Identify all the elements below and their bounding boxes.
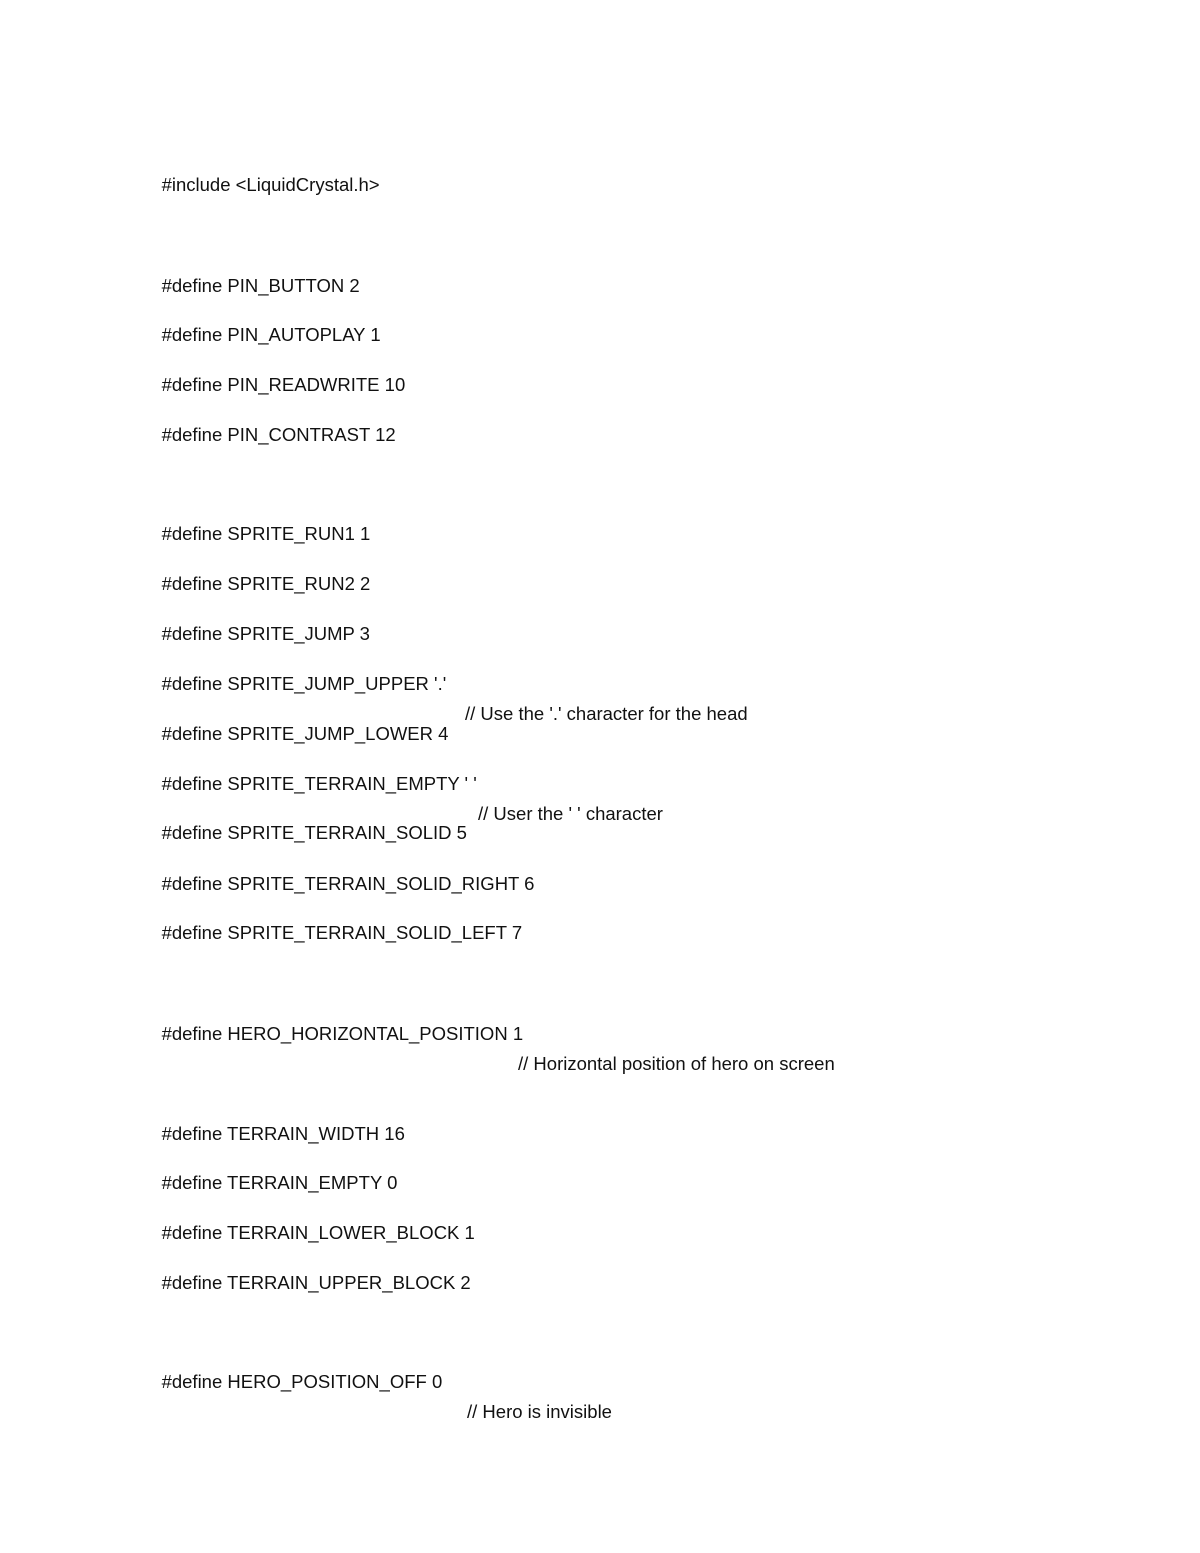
code-line (141, 1337, 612, 1422)
code-text: #define SPRITE_RUN2 2 (161, 573, 371, 594)
code-text: #define SPRITE_JUMP_UPPER '.' (161, 673, 447, 694)
code-line (141, 241, 360, 296)
code-line (141, 390, 396, 445)
code-text: #define TERRAIN_WIDTH 16 (161, 1123, 405, 1144)
code-text: #define SPRITE_TERRAIN_SOLID_LEFT 7 (161, 922, 523, 943)
code-comment: // Hero is invisible (467, 1401, 612, 1422)
code-line (141, 1089, 405, 1144)
code-text: #define PIN_READWRITE 10 (161, 374, 406, 395)
code-text: #define HERO_POSITION_OFF 0 (161, 1371, 443, 1392)
code-text: #define SPRITE_JUMP_LOWER 4 (161, 723, 449, 744)
code-line (141, 589, 370, 644)
code-comment: // User the ' ' character (478, 803, 663, 824)
code-text: #define SPRITE_JUMP 3 (161, 623, 370, 644)
code-text: #define TERRAIN_UPPER_BLOCK 2 (161, 1272, 471, 1293)
code-line (141, 539, 371, 594)
code-line (141, 489, 371, 544)
code-line (141, 739, 663, 824)
code-line (141, 140, 380, 195)
code-comment: // Use the '.' character for the head (465, 703, 748, 724)
code-text: #define TERRAIN_LOWER_BLOCK 1 (161, 1222, 475, 1243)
code-line (141, 689, 449, 744)
code-text: #include <LiquidCrystal.h> (161, 174, 380, 195)
code-text: #define PIN_CONTRAST 12 (161, 424, 396, 445)
code-comment: // Horizontal position of hero on screen (518, 1053, 835, 1074)
code-line (141, 788, 467, 843)
code-text: #define SPRITE_TERRAIN_SOLID_RIGHT 6 (161, 873, 535, 894)
code-text: #define PIN_AUTOPLAY 1 (161, 324, 381, 345)
code-text: #define TERRAIN_EMPTY 0 (161, 1172, 398, 1193)
code-text: #define SPRITE_RUN1 1 (161, 523, 371, 544)
code-text: #define SPRITE_TERRAIN_EMPTY ' ' (161, 773, 477, 794)
code-text: #define PIN_BUTTON 2 (161, 275, 360, 296)
code-line (141, 1188, 475, 1243)
code-line (141, 1138, 398, 1193)
code-line (141, 290, 381, 345)
code-line (141, 839, 535, 894)
code-line (141, 340, 406, 395)
code-line (141, 639, 748, 724)
code-line (141, 888, 523, 943)
code-text: #define SPRITE_TERRAIN_SOLID 5 (161, 822, 467, 843)
code-text: #define HERO_HORIZONTAL_POSITION 1 (161, 1023, 524, 1044)
code-line (141, 989, 835, 1074)
code-line (141, 1238, 471, 1293)
